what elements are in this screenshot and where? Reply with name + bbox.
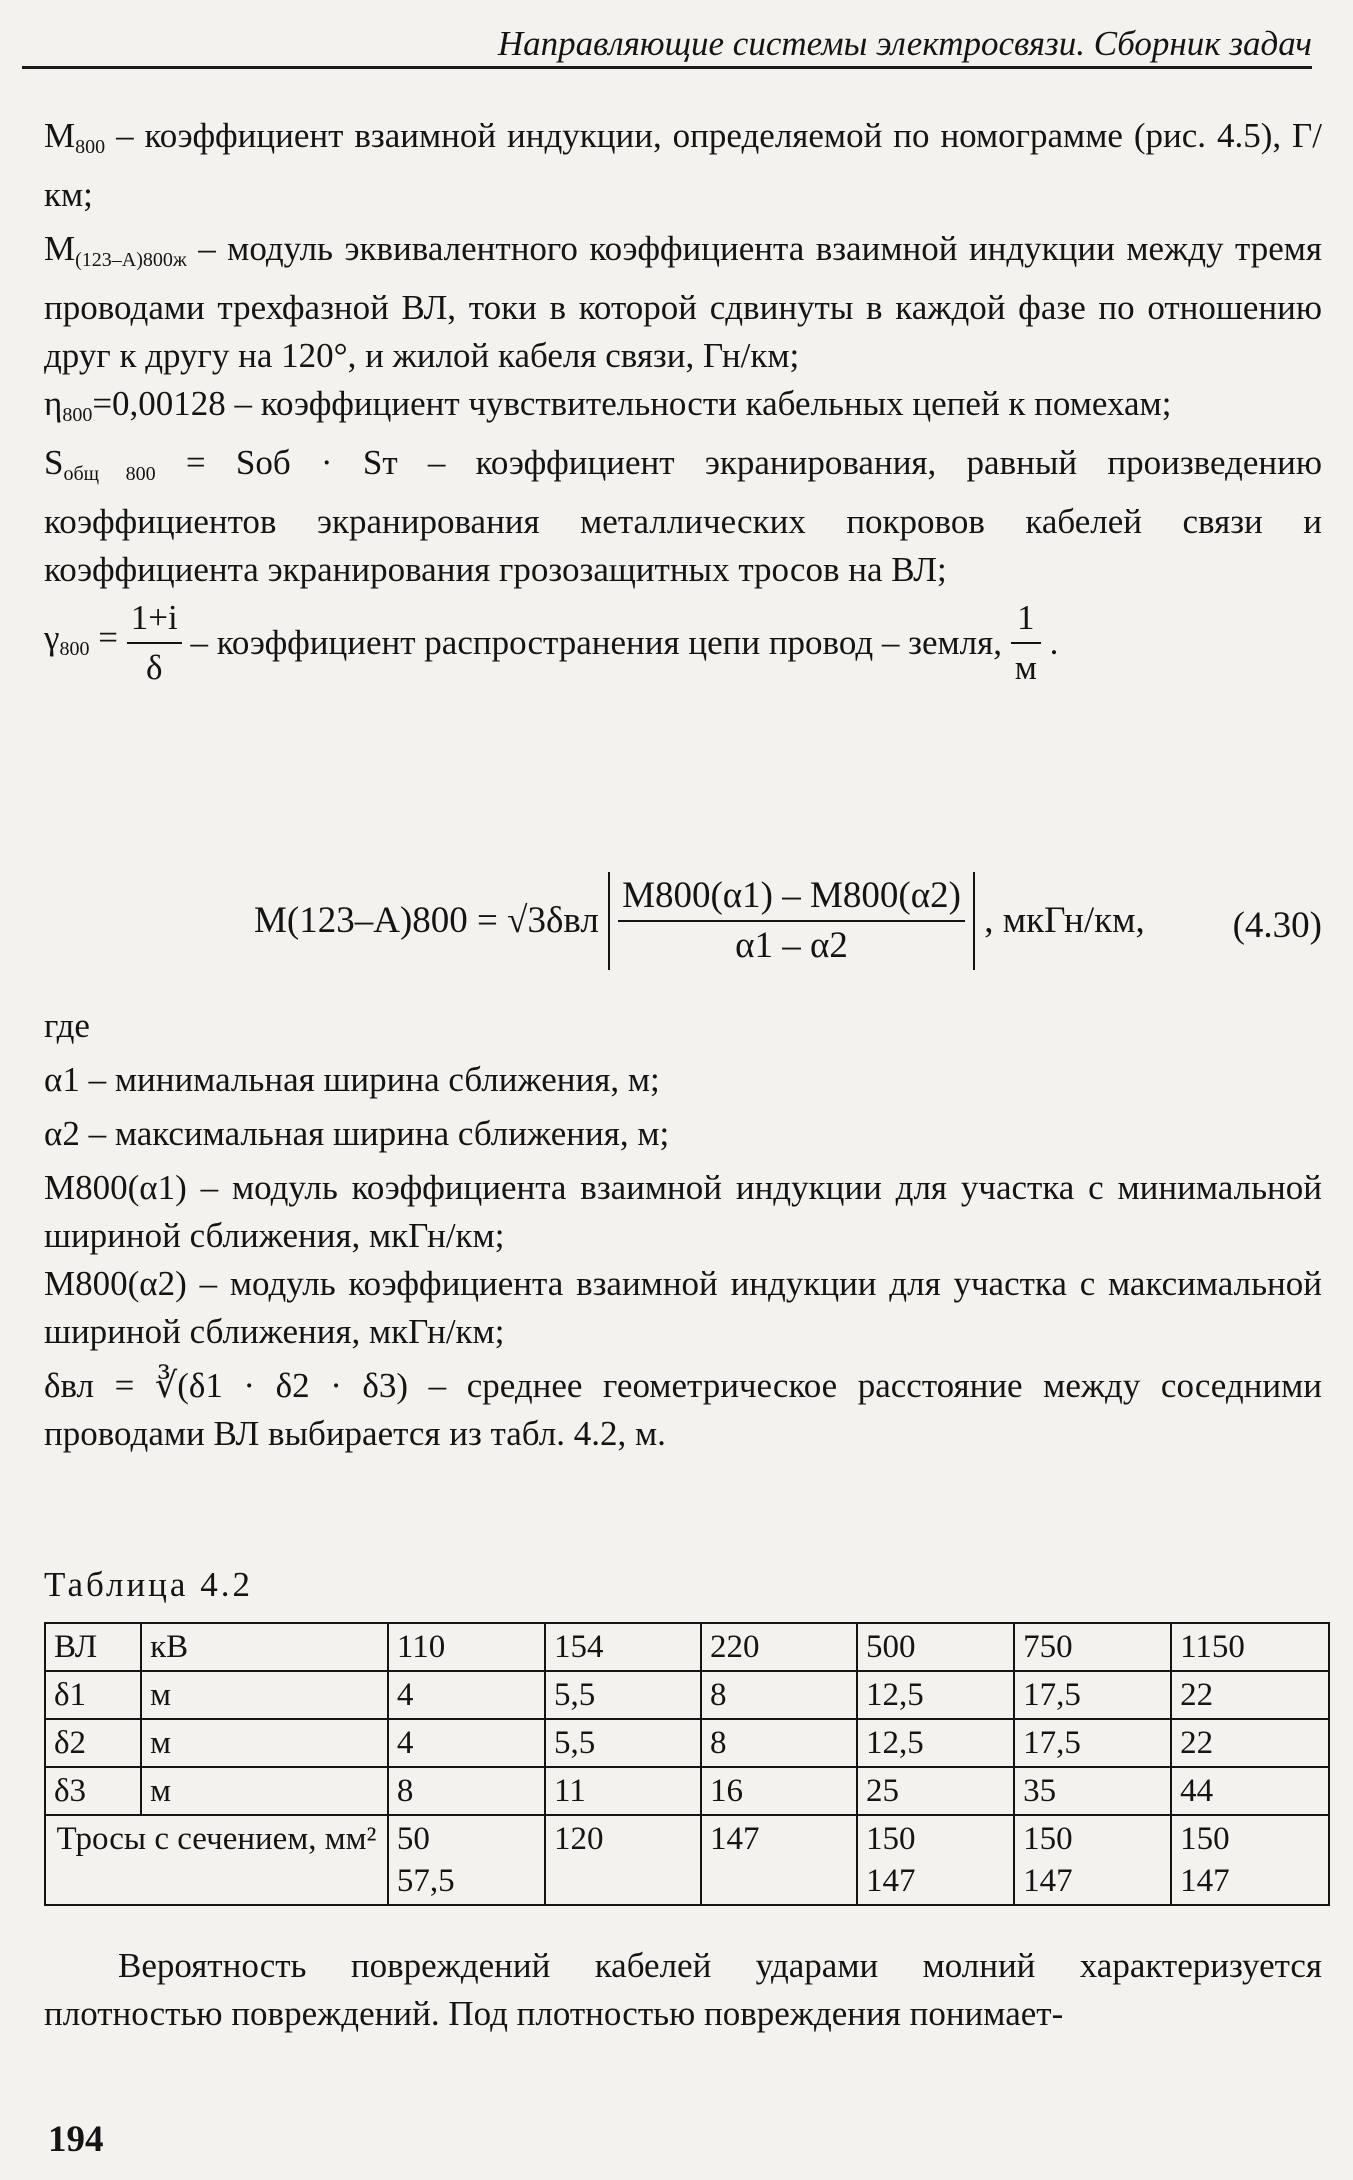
table-cell: 44	[1171, 1767, 1329, 1815]
table-row	[45, 1623, 1329, 1671]
table-cell: м	[141, 1719, 388, 1767]
table-cell: 16	[701, 1767, 857, 1815]
table-cell: 22	[1171, 1719, 1329, 1767]
table-cell: 25	[857, 1767, 1014, 1815]
def-delta-vl: δвл = ∛(δ1 · δ2 · δ3) – среднее геометрическое расстояние между соседними проводами ВЛ выбирается из табл. 4.2, м.	[44, 1366, 1322, 1453]
table-cell: 12,5	[857, 1671, 1014, 1719]
where-block	[44, 1002, 1322, 1458]
table-cell-line: 147	[866, 1863, 916, 1899]
table-cell: 5,5	[545, 1719, 701, 1767]
table-cell: δ1	[45, 1671, 141, 1719]
table-cell	[701, 1815, 857, 1905]
table-cell-line: 120	[553, 1821, 604, 1857]
table-cell: ВЛ	[45, 1623, 141, 1671]
equation-number: (4.30)	[1232, 905, 1322, 946]
def-m123a	[44, 225, 1322, 380]
table-cell-line: 150	[1180, 1821, 1230, 1857]
def-symbol: $M_{800}$	[44, 116, 106, 158]
table-cell: кВ	[141, 1623, 388, 1671]
table-cell: 12,5	[857, 1719, 1014, 1767]
table-cell: 4	[388, 1671, 545, 1719]
table-row	[45, 1815, 1329, 1905]
table-caption: Таблица 4.2	[44, 1565, 253, 1604]
table-cell: м	[141, 1767, 388, 1815]
table-row	[45, 1671, 1329, 1719]
bottom-paragraph: Вероятность повреждений кабелей ударами молний характеризуется плотностью повреждений. Под плотностью повреждения понимает-	[44, 1946, 1322, 2033]
table-4-2	[44, 1622, 1330, 1906]
table-cell	[545, 1815, 701, 1905]
table-cell	[857, 1815, 1014, 1905]
table-cell: 17,5	[1014, 1719, 1171, 1767]
def-symbol: $\eta_{800}$	[44, 384, 93, 426]
gamma-fraction: $\frac{1+i}{\delta}$	[127, 594, 182, 692]
table-cell: 8	[701, 1719, 857, 1767]
eq-abs	[608, 872, 975, 970]
table-cell: 4	[388, 1719, 545, 1767]
page-header	[22, 18, 1312, 69]
table-row	[45, 1719, 1329, 1767]
table-cell-line: 147	[1023, 1863, 1073, 1899]
def-m800-alpha2: M800(α2) – модуль коэффициента взаимной индукции для участка с максимальной шириной сближения, мкГн/км;	[44, 1264, 1323, 1351]
table-cell: δ2	[45, 1719, 141, 1767]
table-cell: м	[141, 1671, 388, 1719]
def-alpha1: α1 – минимальная ширина сближения, м;	[44, 1060, 660, 1099]
def-eta	[44, 380, 1322, 439]
eq-rhs-prefix: = √3δвл	[477, 900, 599, 941]
table-cell: 8	[701, 1671, 857, 1719]
eq-unit: , мкГн/км,	[984, 900, 1145, 941]
table-cell-line: 57,5	[396, 1863, 455, 1899]
def-alpha2: α2 – максимальная ширина сближения, м;	[44, 1114, 670, 1153]
table-cell: 11	[545, 1767, 701, 1815]
def-text: = Sоб · Sт – коэффициент экранирования, равный произведению коэффициентов экранирования металлических покровов кабелей связи и коэффициента экранирования грозозащитных тросов на ВЛ;	[44, 443, 1322, 589]
table-cell-line: 147	[1180, 1863, 1230, 1899]
table-cell	[1014, 1815, 1171, 1905]
table-cell: δ3	[45, 1767, 141, 1815]
def-symbol: $S_{общ 800}$	[44, 443, 156, 485]
def-text: – модуль эквивалентного коэффициента взаимной индукции между тремя проводами трехфазной ВЛ, токи в которой сдвинуты в каждой фазе по отношению друг к другу на 120°, и жилой кабеля связи, Гн/км;	[44, 229, 1322, 375]
table-cell: 750	[1014, 1623, 1171, 1671]
table-cell	[388, 1815, 545, 1905]
table-cell: 5,5	[545, 1671, 701, 1719]
table-cell-line: 50	[396, 1821, 430, 1857]
table-cell: 220	[701, 1623, 857, 1671]
table-cell-line	[710, 1860, 848, 1902]
table-cell-line: 150	[1023, 1821, 1073, 1857]
equation-4-30	[44, 872, 1322, 992]
def-m800	[44, 112, 1322, 219]
def-text: – коэффициент распространения цепи провод – земля,	[190, 623, 1002, 662]
def-text: =0,00128 – коэффициент чувствительности кабельных цепей к помехам;	[92, 384, 1172, 423]
table-cell: 22	[1171, 1671, 1329, 1719]
def-gamma: $\gamma_{800}$ = $\frac{1+i}{\delta}$ – коэффициент распространения цепи провод – земля, $\frac{1}{м}$ .	[44, 594, 1322, 690]
where-label: где	[44, 1006, 90, 1045]
page-number: 194	[48, 2119, 104, 2160]
definitions-block	[44, 112, 1323, 966]
table-cell: 154	[545, 1623, 701, 1671]
table-row	[45, 1767, 1329, 1815]
table-cell: Тросы с сечением, мм²	[45, 1815, 388, 1905]
unit-fraction: $\frac{1}{м}$	[1011, 594, 1041, 692]
def-text: – коэффициент взаимной индукции, определяемой по номограмме (рис. 4.5), Г/км;	[44, 116, 1323, 214]
table-cell: 1150	[1171, 1623, 1329, 1671]
eq-lhs: M(123–A)800	[254, 900, 468, 941]
eq-fraction: $\frac{M800(\alpha 1) - M800(\alpha 2)}{\alpha 1 - \alpha 2}$	[618, 872, 965, 970]
table-cell-line: 150	[866, 1821, 916, 1857]
def-sobsh	[44, 439, 1322, 594]
table-cell	[1171, 1815, 1329, 1905]
header-title: Направляющие системы электросвязи. Сборник задач	[497, 24, 1312, 63]
def-m800-alpha1: M800(α1) – модуль коэффициента взаимной индукции для участка с минимальной шириной сближения, мкГн/км;	[44, 1168, 1323, 1255]
def-symbol: $M_{(123-A)800ж}$	[44, 229, 187, 271]
table-cell: 17,5	[1014, 1671, 1171, 1719]
table-cell: 35	[1014, 1767, 1171, 1815]
table-cell: 8	[388, 1767, 545, 1815]
table-cell: 110	[388, 1623, 545, 1671]
table-cell-line: 147	[710, 1821, 760, 1857]
def-symbol: $\gamma_{800}$ =	[44, 617, 118, 660]
table-cell-line	[554, 1860, 692, 1902]
table-cell: 500	[857, 1623, 1014, 1671]
